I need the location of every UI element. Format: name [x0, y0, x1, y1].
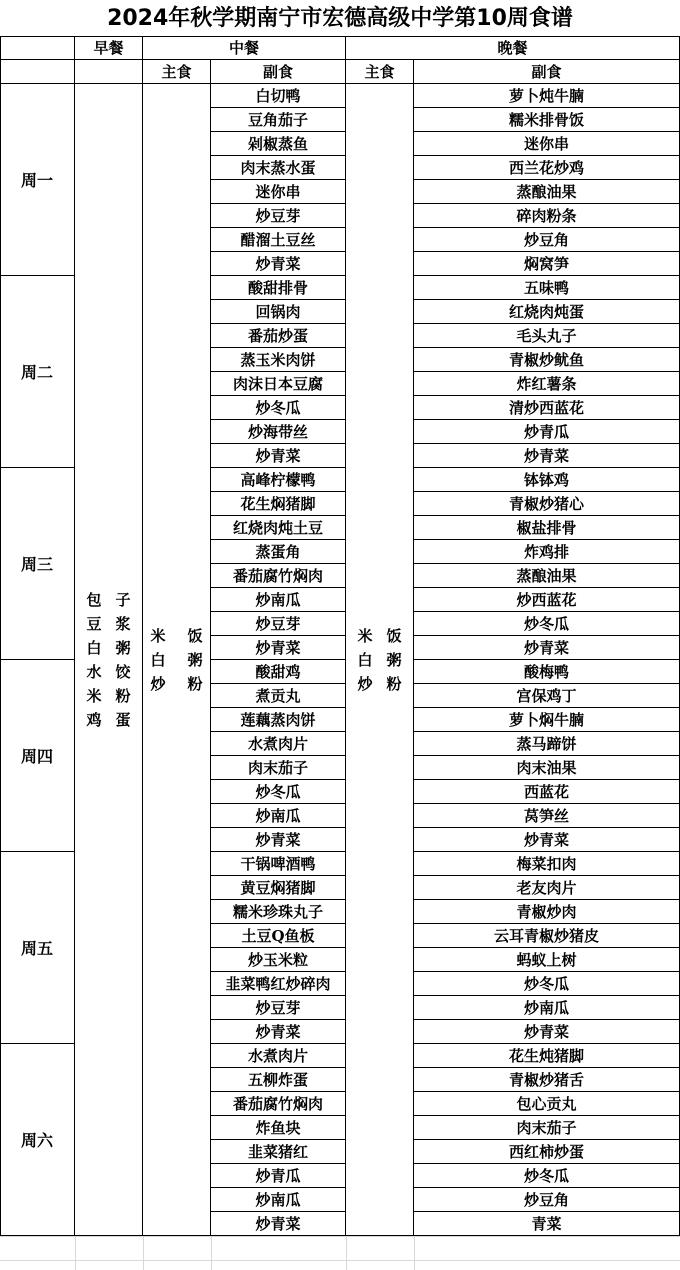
- lunch-dish: 醋溜土豆丝: [211, 228, 346, 252]
- dinner-staple-items-char: 米: [357, 626, 373, 645]
- lunch-dish: 炒青菜: [211, 636, 346, 660]
- dinner-dish: 西红柿炒蛋: [414, 1140, 680, 1164]
- dinner-dish: 炸红薯条: [414, 372, 680, 396]
- dinner-dish: 萝卜炖牛腩: [414, 84, 680, 108]
- breakfast-items-char: 粥: [115, 638, 131, 657]
- lunch-dish: 红烧肉炖土豆: [211, 516, 346, 540]
- lunch-dish: 炒冬瓜: [211, 780, 346, 804]
- dinner-dish: 蒸马蹄饼: [414, 732, 680, 756]
- breakfast-items-char: 粉: [115, 686, 131, 705]
- dinner-dish: 青椒炒肉: [414, 900, 680, 924]
- dinner-dish: 蒸酿油果: [414, 180, 680, 204]
- dinner-dish: 毛头丸子: [414, 324, 680, 348]
- sheet-gridline: [211, 1236, 212, 1270]
- dinner-staple-items-line: [358, 624, 402, 648]
- lunch-dish: 蒸玉米肉饼: [211, 348, 346, 372]
- dinner-dish: 炸鸡排: [414, 540, 680, 564]
- breakfast-items-char: 子: [115, 590, 131, 609]
- lunch-dish: 炒豆芽: [211, 204, 346, 228]
- dinner-dish: 红烧肉炖蛋: [414, 300, 680, 324]
- dinner-dish: 青菜: [414, 1212, 680, 1236]
- dinner-staple-items-char: 饭: [386, 626, 402, 645]
- dinner-dish: 炒青菜: [414, 444, 680, 468]
- lunch-dish: 炒豆芽: [211, 996, 346, 1020]
- dinner-dish: 炒青菜: [414, 828, 680, 852]
- dinner-dish: 炒冬瓜: [414, 972, 680, 996]
- dinner-dish: 碎肉粉条: [414, 204, 680, 228]
- lunch-dish: 炸鱼块: [211, 1116, 346, 1140]
- dinner-dish: 宫保鸡丁: [414, 684, 680, 708]
- lunch-dish: 韭菜猪红: [211, 1140, 346, 1164]
- lunch-dish: 豆角茄子: [211, 108, 346, 132]
- lunch-dish: 炒南瓜: [211, 1188, 346, 1212]
- dinner-dish: 酸梅鸭: [414, 660, 680, 684]
- subheader-blank: [0, 60, 75, 84]
- breakfast-items-line: [87, 684, 131, 708]
- subheader-lunch-staple: 主食: [143, 60, 211, 84]
- lunch-dish: 番茄炒蛋: [211, 324, 346, 348]
- breakfast-items-line: [87, 636, 131, 660]
- day-label: 周一: [0, 84, 75, 276]
- lunch-dish: 炒青菜: [211, 444, 346, 468]
- dinner-dish: 炒青菜: [414, 1020, 680, 1044]
- breakfast-items-char: 饺: [115, 662, 131, 681]
- lunch-staple-items-char: 炒: [150, 674, 166, 693]
- dinner-dish: 萝卜焖牛腩: [414, 708, 680, 732]
- sheet-gridline: [75, 1236, 76, 1270]
- lunch-staple-items-char: 饭: [187, 626, 203, 645]
- lunch-dish: 肉末茄子: [211, 756, 346, 780]
- lunch-dish: 莲藕蒸肉饼: [211, 708, 346, 732]
- breakfast-items-line: [87, 708, 131, 732]
- dinner-dish: 炒南瓜: [414, 996, 680, 1020]
- dinner-dish: 炒豆角: [414, 228, 680, 252]
- lunch-dish: 炒南瓜: [211, 804, 346, 828]
- dinner-dish: 蚂蚁上树: [414, 948, 680, 972]
- day-label: 周六: [0, 1044, 75, 1236]
- lunch-dish: 五柳炸蛋: [211, 1068, 346, 1092]
- header-lunch: 中餐: [143, 36, 346, 60]
- subheader-dinner-side: 副食: [414, 60, 680, 84]
- menu-title: 2024年秋学期南宁市宏德高级中学第10周食谱: [107, 6, 573, 31]
- lunch-dish: 花生焖猪脚: [211, 492, 346, 516]
- header-blank: [0, 36, 75, 60]
- lunch-dish: 水煮肉片: [211, 732, 346, 756]
- lunch-dish: 水煮肉片: [211, 1044, 346, 1068]
- dinner-dish: 焖窝笋: [414, 252, 680, 276]
- dinner-dish: 老友肉片: [414, 876, 680, 900]
- subheader-dinner-staple: 主食: [346, 60, 414, 84]
- lunch-staple-items-char: 米: [150, 626, 166, 645]
- dinner-dish: 炒冬瓜: [414, 612, 680, 636]
- dinner-staple-items-line: [358, 648, 402, 672]
- day-label: 周二: [0, 276, 75, 468]
- lunch-staple-items-line: [151, 624, 203, 648]
- header-dinner: 晚餐: [346, 36, 680, 60]
- dinner-dish: 椒盐排骨: [414, 516, 680, 540]
- dinner-dish: 炒豆角: [414, 1188, 680, 1212]
- breakfast-items-char: 鸡: [86, 710, 102, 729]
- lunch-dish: 回锅肉: [211, 300, 346, 324]
- dinner-dish: 炒青菜: [414, 636, 680, 660]
- breakfast-items-line: [87, 660, 131, 684]
- lunch-staple-items-char: 白: [150, 650, 166, 669]
- dinner-dish: 糯米排骨饭: [414, 108, 680, 132]
- dinner-dish: 炒青瓜: [414, 420, 680, 444]
- breakfast-items-line: [87, 588, 131, 612]
- dinner-dish: 青椒炒猪心: [414, 492, 680, 516]
- lunch-dish: 炒青菜: [211, 1020, 346, 1044]
- lunch-dish: 糯米珍珠丸子: [211, 900, 346, 924]
- day-label: 周五: [0, 852, 75, 1044]
- lunch-dish: 黄豆焖猪脚: [211, 876, 346, 900]
- breakfast-items-char: 豆: [86, 614, 102, 633]
- lunch-dish: 番茄腐竹焖肉: [211, 564, 346, 588]
- lunch-staple-items-line: [151, 672, 203, 696]
- lunch-dish: 炒青菜: [211, 828, 346, 852]
- breakfast-items: [75, 84, 143, 1236]
- lunch-dish: 酸甜鸡: [211, 660, 346, 684]
- dinner-staple-items-char: 炒: [357, 674, 373, 693]
- breakfast-items-char: 包: [86, 590, 102, 609]
- lunch-dish: 土豆Q鱼板: [211, 924, 346, 948]
- sheet-gridline: [346, 1236, 347, 1270]
- header-breakfast: 早餐: [75, 36, 143, 60]
- lunch-dish: 炒海带丝: [211, 420, 346, 444]
- dinner-dish: 西兰花炒鸡: [414, 156, 680, 180]
- lunch-staple-items-char: 粉: [187, 674, 203, 693]
- lunch-dish: 蒸蛋角: [211, 540, 346, 564]
- dinner-dish: 云耳青椒炒猪皮: [414, 924, 680, 948]
- lunch-dish: 炒玉米粒: [211, 948, 346, 972]
- breakfast-items-char: 浆: [115, 614, 131, 633]
- lunch-dish: 炒青瓜: [211, 1164, 346, 1188]
- breakfast-items-char: 水: [86, 662, 102, 681]
- lunch-dish: 肉沫日本豆腐: [211, 372, 346, 396]
- dinner-dish: 迷你串: [414, 132, 680, 156]
- dinner-dish: 炒冬瓜: [414, 1164, 680, 1188]
- lunch-staple-items-line: [151, 648, 203, 672]
- lunch-dish: 炒冬瓜: [211, 396, 346, 420]
- dinner-dish: 花生炖猪脚: [414, 1044, 680, 1068]
- lunch-dish: 高峰柠檬鸭: [211, 468, 346, 492]
- dinner-dish: 梅菜扣肉: [414, 852, 680, 876]
- day-label: 周三: [0, 468, 75, 660]
- lunch-dish: 肉末蒸水蛋: [211, 156, 346, 180]
- breakfast-items-line: [87, 612, 131, 636]
- dinner-dish: 蒸酿油果: [414, 564, 680, 588]
- dinner-staple-items-char: 白: [357, 650, 373, 669]
- breakfast-items-char: 米: [86, 686, 102, 705]
- dinner-dish: 钵钵鸡: [414, 468, 680, 492]
- sheet-gridline: [143, 1236, 144, 1270]
- dinner-staple-items-line: [358, 672, 402, 696]
- dinner-staple-items-char: 粥: [386, 650, 402, 669]
- breakfast-items-char: 白: [86, 638, 102, 657]
- breakfast-items-char: 蛋: [115, 710, 131, 729]
- lunch-dish: 剁椒蒸鱼: [211, 132, 346, 156]
- dinner-staple-items: [346, 84, 414, 1236]
- dinner-dish: 包心贡丸: [414, 1092, 680, 1116]
- dinner-dish: 肉末油果: [414, 756, 680, 780]
- dinner-dish: 清炒西蓝花: [414, 396, 680, 420]
- lunch-dish: 炒豆芽: [211, 612, 346, 636]
- lunch-dish: 炒青菜: [211, 252, 346, 276]
- dinner-dish: 炒西蓝花: [414, 588, 680, 612]
- dinner-dish: 五味鸭: [414, 276, 680, 300]
- dinner-dish: 青椒炒猪舌: [414, 1068, 680, 1092]
- lunch-dish: 煮贡丸: [211, 684, 346, 708]
- dinner-dish: 青椒炒鱿鱼: [414, 348, 680, 372]
- lunch-dish: 白切鸭: [211, 84, 346, 108]
- lunch-dish: 迷你串: [211, 180, 346, 204]
- lunch-dish: 韭菜鸭红炒碎肉: [211, 972, 346, 996]
- lunch-dish: 干锅啤酒鸭: [211, 852, 346, 876]
- lunch-dish: 酸甜排骨: [211, 276, 346, 300]
- subheader-lunch-side: 副食: [211, 60, 346, 84]
- lunch-staple-items-char: 粥: [187, 650, 203, 669]
- dinner-staple-items-char: 粉: [386, 674, 402, 693]
- day-label: 周四: [0, 660, 75, 852]
- dinner-dish: 西蓝花: [414, 780, 680, 804]
- sheet-gridline: [414, 1236, 415, 1270]
- lunch-staple-items: [143, 84, 211, 1236]
- lunch-dish: 炒南瓜: [211, 588, 346, 612]
- sheet-empty-rows: [0, 1236, 680, 1270]
- lunch-dish: 番茄腐竹焖肉: [211, 1092, 346, 1116]
- dinner-dish: 肉末茄子: [414, 1116, 680, 1140]
- subheader-blank-breakfast: [75, 60, 143, 84]
- dinner-dish: 莴笋丝: [414, 804, 680, 828]
- lunch-dish: 炒青菜: [211, 1212, 346, 1236]
